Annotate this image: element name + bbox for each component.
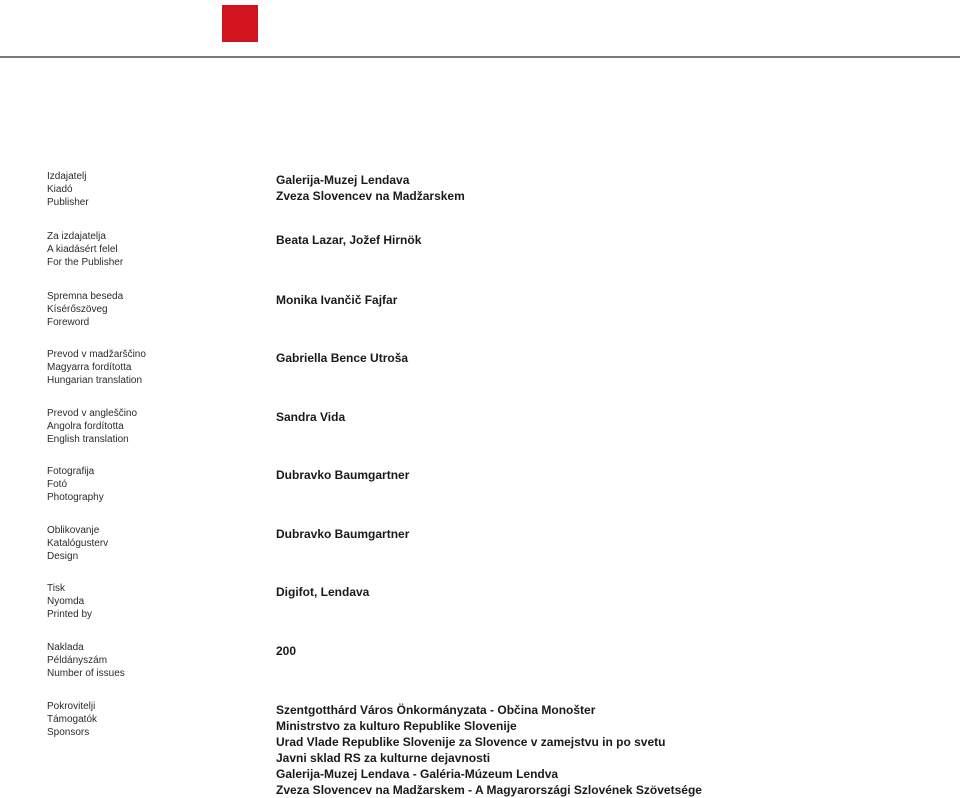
credit-label: Izdajatelj Kiadó Publisher [47,171,89,208]
credit-value: Sandra Vida [276,410,346,424]
credit-value: Gabriella Bence Utroša [276,351,409,365]
credit-label: Naklada Példányszám Number of issues [47,642,125,679]
credit-label: Pokrovitelji Támogatók Sponsors [47,701,98,738]
credit-label: Prevod v angleščino Angolra fordította English translation [47,408,138,445]
credit-value: 200 [276,644,297,658]
credit-value: Dubravko Baumgartner [276,468,410,482]
credit-label: Tisk Nyomda Printed by [47,583,93,620]
red-logo-square [222,5,258,42]
credit-value: Szentgotthárd Város Önkormányzata - Občina Monošter Ministrstvo za kulturo Republike Slovenije Urad Vlade Republike Slovenije za Slovence v zamejstvu in po svetu Javni sklad RS za kulturne dejavnosti Galerija-Muzej Lendava - Galéria-Múzeum Lendva Zveza Slovencev na Madžarskem - A Magyarországi Szlovének Szövetsége [276,703,702,797]
top-divider [0,56,960,58]
credit-value: Monika Ivančič Fajfar [276,293,398,307]
credit-label: Prevod v madžarščino Magyarra fordította Hungarian translation [47,349,146,386]
credit-value: Digifot, Lendava [276,585,370,599]
credit-label: Fotografija Fotó Photography [47,466,104,503]
credit-value: Beata Lazar, Jožef Hirnök [276,233,422,247]
credit-label: Spremna beseda Kísérőszöveg Foreword [47,291,124,328]
credit-label: Oblikovanje Katalógusterv Design [47,525,109,562]
credit-value: Galerija-Muzej Lendava Zveza Slovencev na Madžarskem [276,173,465,203]
credit-value: Dubravko Baumgartner [276,527,410,541]
credit-label: Za izdajatelja A kiadásért felel For the Publisher [47,231,124,268]
